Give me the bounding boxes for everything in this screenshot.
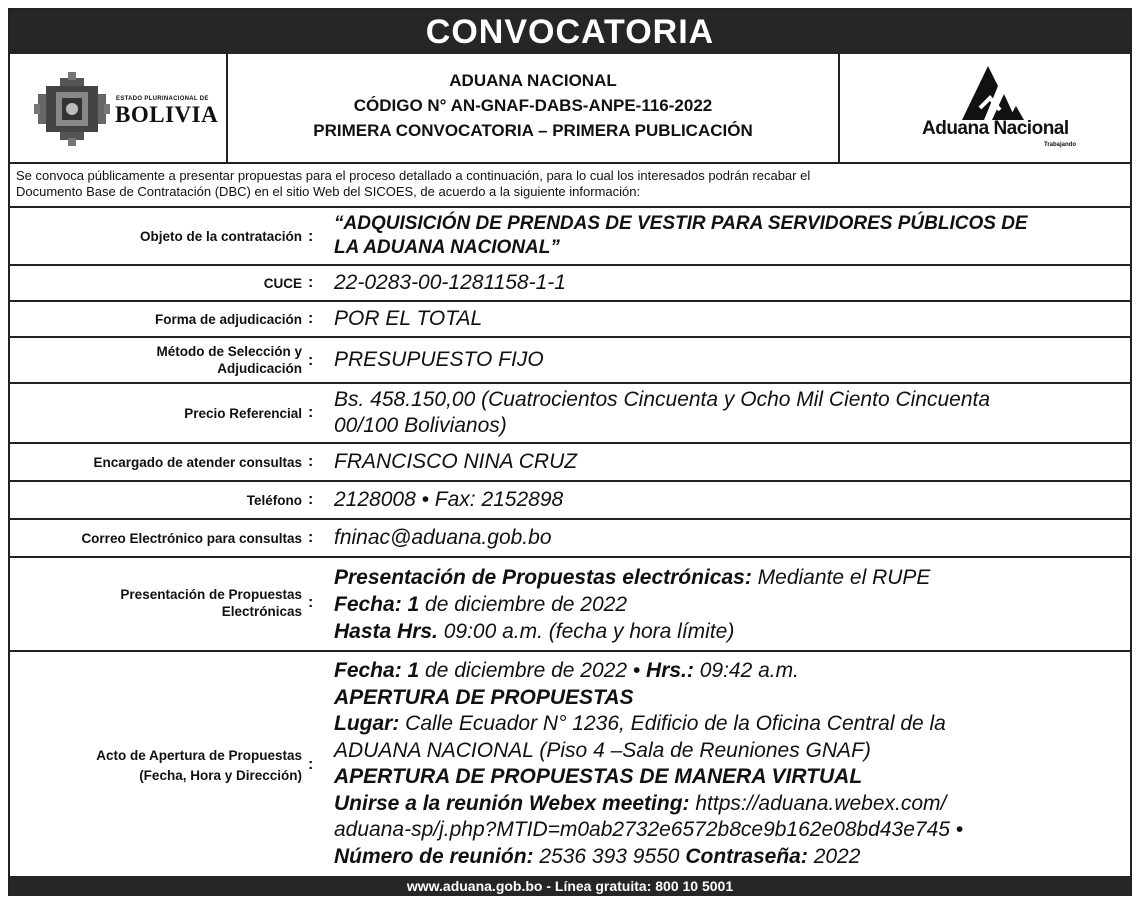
header-line-2: CÓDIGO N° AN-GNAF-DABS-ANPE-116-2022 [353,96,713,115]
header-line-1: ADUANA NACIONAL [449,71,617,90]
colon: : [308,453,314,470]
colon: : [308,274,314,291]
value-correo[interactable]: fninac@aduana.gob.bo [334,526,552,549]
row-precio [10,382,1130,442]
header [10,54,1130,164]
value-objeto: “ADQUISICIÓN DE PRENDAS DE VESTIR PARA SERVIDORES PÚBLICOS DE LA ADUANA NACIONAL” [334,213,1028,258]
colon: : [308,310,314,327]
header-line-3: PRIMERA CONVOCATORIA – PRIMERA PUBLICACIÓN [313,121,753,140]
intro-line-2: Documento Base de Contratación (DBC) en el sitio Web del SICOES, de acuerdo a la siguiente información: [16,184,641,199]
colon: : [308,404,314,421]
colon: : [308,352,314,369]
row-correo [10,518,1130,556]
webex-link-cont[interactable]: aduana-sp/j.php?MTID=m0ab2732e6572b8ce9b162e08bd43e745 • [334,818,964,841]
label-forma: Forma de adjudicación [154,312,302,327]
colon: : [308,228,314,245]
row-cuce [10,264,1130,300]
colon: : [308,529,314,546]
intro-text [16,168,1116,200]
aduana-mountain-icon [958,64,1026,122]
row-forma [10,300,1130,336]
bolivia-logo-text: BOLIVIA [115,102,219,127]
aduana-logo-tagline: Trabajando [1044,142,1077,148]
label-encargado: Encargado de atender consultas [93,455,302,470]
bolivia-logo-small-text: ESTADO PLURINACIONAL DE [116,96,209,102]
label-precio: Precio Referencial [184,406,302,421]
value-metodo: PRESUPUESTO FIJO [334,348,544,371]
webex-link[interactable]: https://aduana.webex.com/ [689,791,947,815]
colon: : [308,756,314,773]
value-presentacion: Presentación de Propuestas electrónicas: Mediante el RUPE Fecha: 1 de diciembre de 2022 Hasta Hrs. 09:00 a.m. (fecha y hora límite) [334,566,931,643]
value-telefono: 2128008 • Fax: 2152898 [334,488,564,511]
row-metodo [10,336,1130,382]
label-correo: Correo Electrónico para consultas [81,531,302,546]
aduana-logo-cell [838,54,1130,162]
value-precio: Bs. 458.150,00 (Cuatrocientos Cincuenta y Ocho Mil Ciento Cincuenta 00/100 Bolivianos) [334,388,991,437]
colon: : [308,491,314,508]
header-info [228,54,838,162]
label-telefono: Teléfono [246,493,302,508]
row-presentacion [10,556,1130,650]
footer-bar: www.aduana.gob.bo - Línea gratuita: 800 10 5001 [10,876,1130,896]
value-cuce: 22-0283-00-1281158-1-1 [334,271,566,294]
label-cuce: CUCE [263,276,302,291]
row-acto [10,650,1130,876]
label-metodo: Método de Selección y Adjudicación [156,344,302,376]
value-forma: POR EL TOTAL [334,307,483,330]
label-acto: Acto de Apertura de Propuestas (Fecha, Hora y Dirección) [96,748,302,783]
value-encargado: FRANCISCO NINA CRUZ [334,450,578,473]
aduana-logo-name: Aduana Nacional [922,118,1069,139]
document-frame [8,8,1132,896]
bolivia-coat-of-arms-icon [32,72,112,146]
value-acto: Fecha: 1 de diciembre de 2022 • Hrs.: 09:42 a.m. APERTURA DE PROPUESTAS Lugar: Calle Ecuador N° 1236, Edificio de la Oficina Central de la ADUANA NACIONAL (Piso 4 –Sala de Reuniones GNAF) APERTURA DE PROPUESTAS DE MANERA VIRTUAL Unirse a la reunión Webex meeting: https://aduana.webex.com/ aduana-sp/j.php?MTID=m0ab2732e6572b8ce9b162e08bd43e745 • Número de reunión: 2536 393 9550 Contraseña: 2022 [334,658,1120,870]
bolivia-logo-cell [10,54,228,162]
intro-line-1: Se convoca públicamente a presentar propuestas para el proceso detallado a continuación, para lo cual los interesados podrán recabar el [16,168,811,183]
label-presentacion: Presentación de Propuestas Electrónicas [120,587,302,619]
colon: : [308,594,314,611]
row-telefono [10,480,1130,518]
label-objeto: Objeto de la contratación [139,229,302,244]
row-encargado [10,442,1130,480]
row-objeto [10,206,1130,264]
page-title: CONVOCATORIA [10,10,1130,54]
